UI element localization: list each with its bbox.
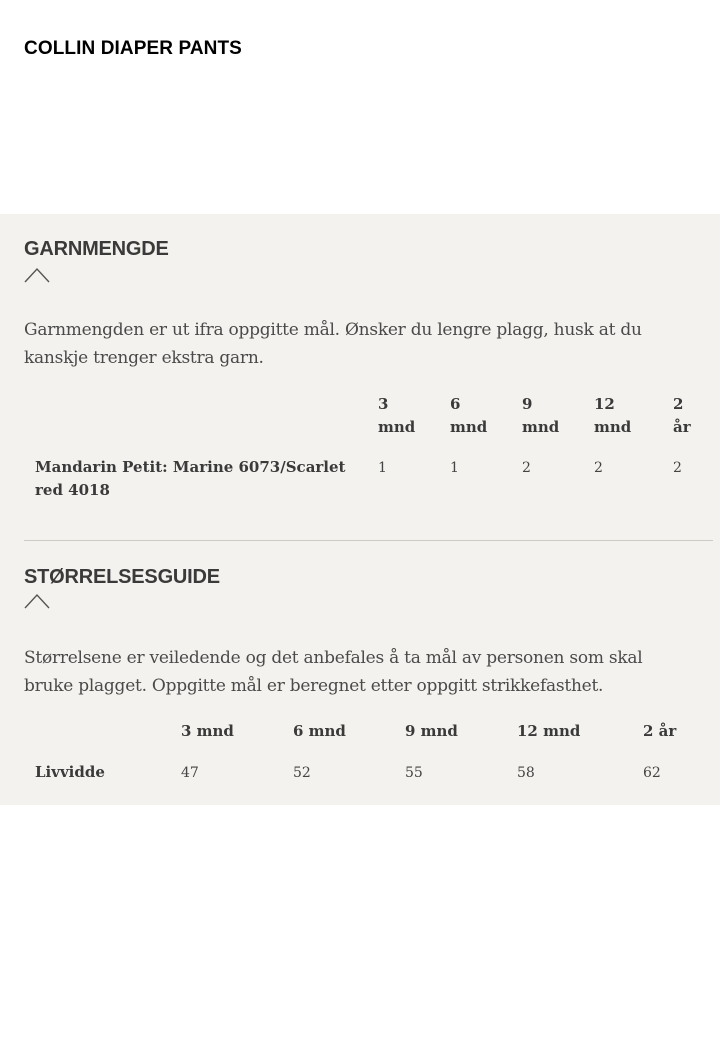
size-col-header-6-mnd: 6 mnd (293, 722, 346, 740)
size-intro-text: Størrelsene er veiledende og det anbefales å ta mål av personen som skal bruke plagget. Oppgitte mål er beregnet etter oppgitt strikkefasthet. (24, 648, 643, 696)
yarn-col-header-line1: 2 (673, 395, 684, 413)
yarn-col-header-3-mnd (378, 393, 415, 439)
size-col-header-3-mnd: 3 mnd (181, 722, 234, 740)
yarn-section-heading[interactable]: GARNMENGDE (24, 238, 169, 260)
yarn-col-header-line1: 6 (450, 395, 461, 413)
yarn-value-3-mnd: 1 (378, 460, 387, 476)
yarn-value-2-ar: 2 (673, 460, 682, 476)
size-value-2-ar: 62 (643, 765, 661, 781)
size-value-6-mnd: 52 (293, 765, 311, 781)
yarn-col-header-9-mnd (522, 393, 559, 439)
content-panel (0, 214, 720, 805)
size-row-label: Livvidde (35, 763, 105, 781)
size-section-heading[interactable]: STØRRELSESGUIDE (24, 566, 220, 588)
yarn-row-label-line1: Mandarin Petit: Marine 6073/Scarlet (35, 458, 346, 476)
yarn-col-header-line2: mnd (594, 418, 632, 436)
yarn-col-header-line1: 9 (522, 395, 533, 413)
size-value-3-mnd: 47 (181, 765, 199, 781)
chevron-up-icon[interactable] (24, 593, 50, 609)
yarn-col-header-12-mnd (594, 393, 631, 439)
yarn-value-12-mnd: 2 (594, 460, 603, 476)
section-divider (24, 540, 713, 541)
yarn-col-header-line2: mnd (522, 418, 560, 436)
yarn-col-header-line1: 3 (378, 395, 389, 413)
size-col-header-2-ar: 2 år (643, 722, 677, 740)
yarn-value-9-mnd: 2 (522, 460, 531, 476)
yarn-col-header-6-mnd (450, 393, 487, 439)
size-col-header-12-mnd: 12 mnd (517, 722, 581, 740)
yarn-value-6-mnd: 1 (450, 460, 459, 476)
size-value-9-mnd: 55 (405, 765, 423, 781)
yarn-col-header-2-ar (673, 393, 691, 439)
size-value-12-mnd: 58 (517, 765, 535, 781)
yarn-row-label (35, 456, 345, 502)
yarn-intro-text: Garnmengden er ut ifra oppgitte mål. Ønsker du lengre plagg, husk at du kanskje trenger ekstra garn. (24, 320, 642, 368)
page-title: COLLIN DIAPER PANTS (24, 38, 242, 59)
size-col-header-9-mnd: 9 mnd (405, 722, 458, 740)
yarn-col-header-line2: mnd (450, 418, 488, 436)
yarn-row-label-line2: red 4018 (35, 481, 110, 499)
yarn-col-header-line2: år (673, 418, 691, 436)
chevron-up-icon[interactable] (24, 267, 50, 283)
yarn-col-header-line2: mnd (378, 418, 416, 436)
yarn-col-header-line1: 12 (594, 395, 615, 413)
